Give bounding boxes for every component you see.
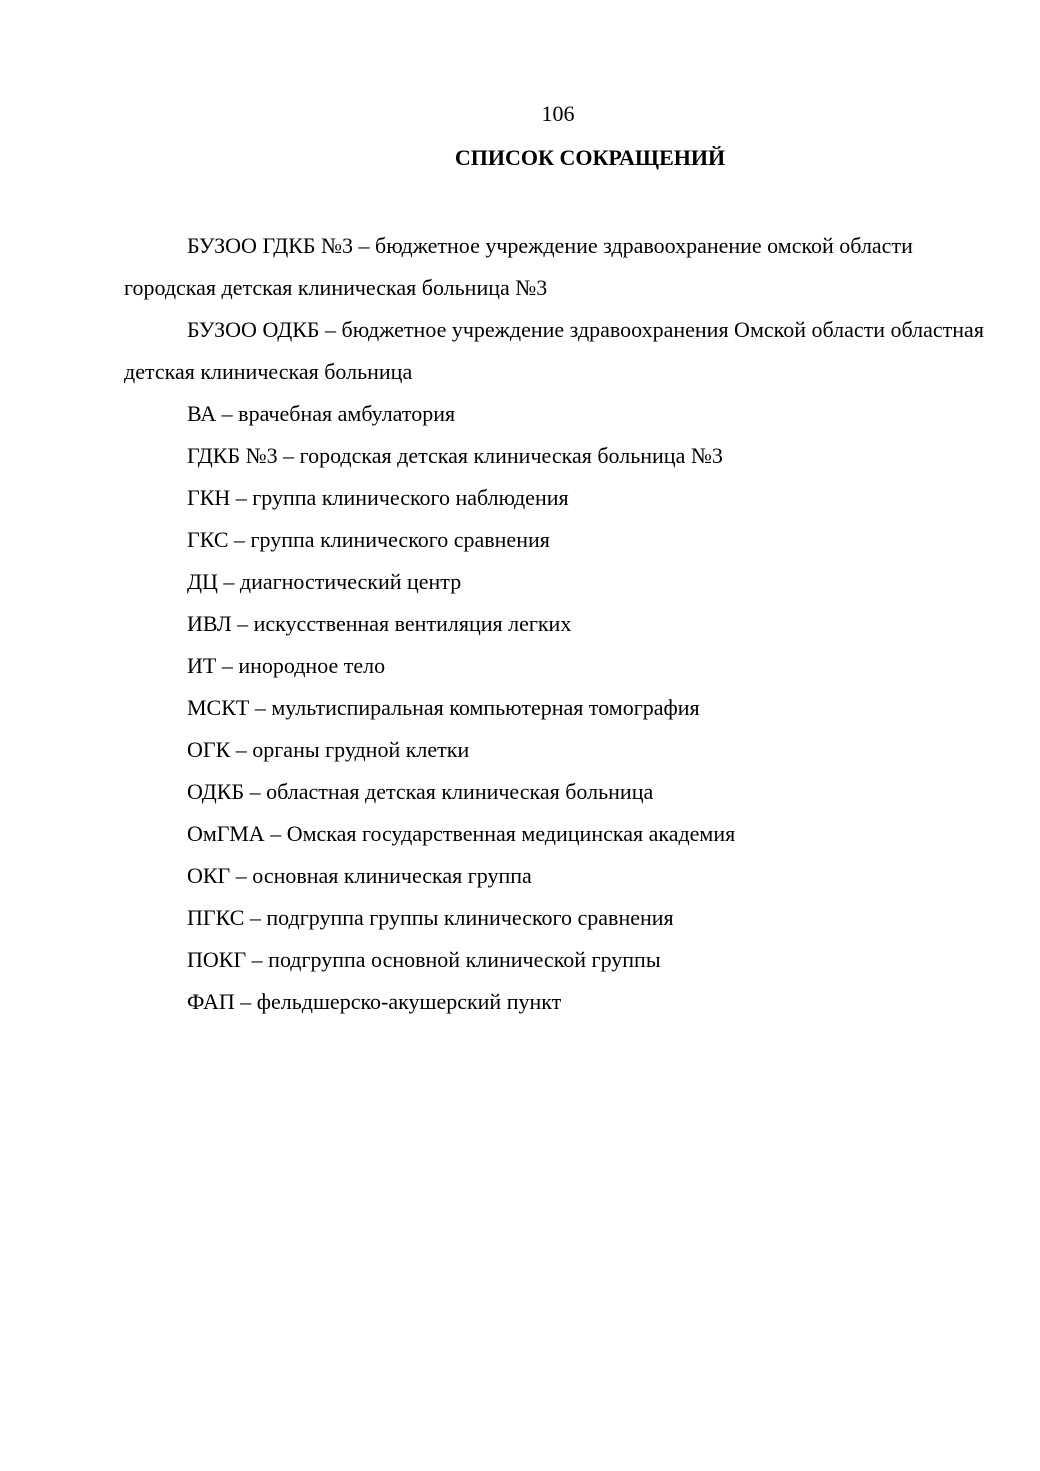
abbreviation-item: ИТ – инородное тело bbox=[187, 653, 386, 678]
abbreviation-item: ИВЛ – искусственная вентиляция легких bbox=[187, 611, 572, 636]
page-title: СПИСОК СОКРАЩЕНИЙ bbox=[454, 145, 726, 170]
abbreviation-item: ПОКГ – подгруппа основной клинической группы bbox=[187, 947, 661, 972]
abbreviation-item: ОКГ – основная клиническая группа bbox=[187, 863, 532, 888]
abbreviation-item: ГДКБ №3 – городская детская клиническая больница №3 bbox=[187, 443, 723, 468]
abbreviation-item: БУЗОО ГДКБ №3 – бюджетное учреждение здравоохранение омской области городская детская клиническая больница №3 bbox=[124, 233, 913, 300]
abbreviation-item: ГКН – группа клинического наблюдения bbox=[187, 485, 569, 510]
abbreviation-item: ОГК – органы грудной клетки bbox=[187, 737, 470, 762]
abbreviation-item: ВА – врачебная амбулатория bbox=[187, 401, 456, 426]
abbreviation-item: ФАП – фельдшерско-акушерский пункт bbox=[187, 989, 562, 1014]
abbreviation-item: ОмГМА – Омская государственная медицинская академия bbox=[187, 821, 736, 846]
abbreviation-item: ПГКС – подгруппа группы клинического сравнения bbox=[187, 905, 674, 930]
page-number: 106 bbox=[541, 101, 575, 126]
abbreviation-list bbox=[124, 225, 984, 1023]
abbreviation-item: ГКС – группа клинического сравнения bbox=[187, 527, 550, 552]
abbreviation-item: МСКТ – мультиспиральная компьютерная томография bbox=[187, 695, 700, 720]
abbreviation-item: ДЦ – диагностический центр bbox=[187, 569, 462, 594]
abbreviation-item: ОДКБ – областная детская клиническая больница bbox=[187, 779, 654, 804]
abbreviation-item: БУЗОО ОДКБ – бюджетное учреждение здравоохранения Омской области областная детская клиническая больница bbox=[124, 317, 984, 384]
